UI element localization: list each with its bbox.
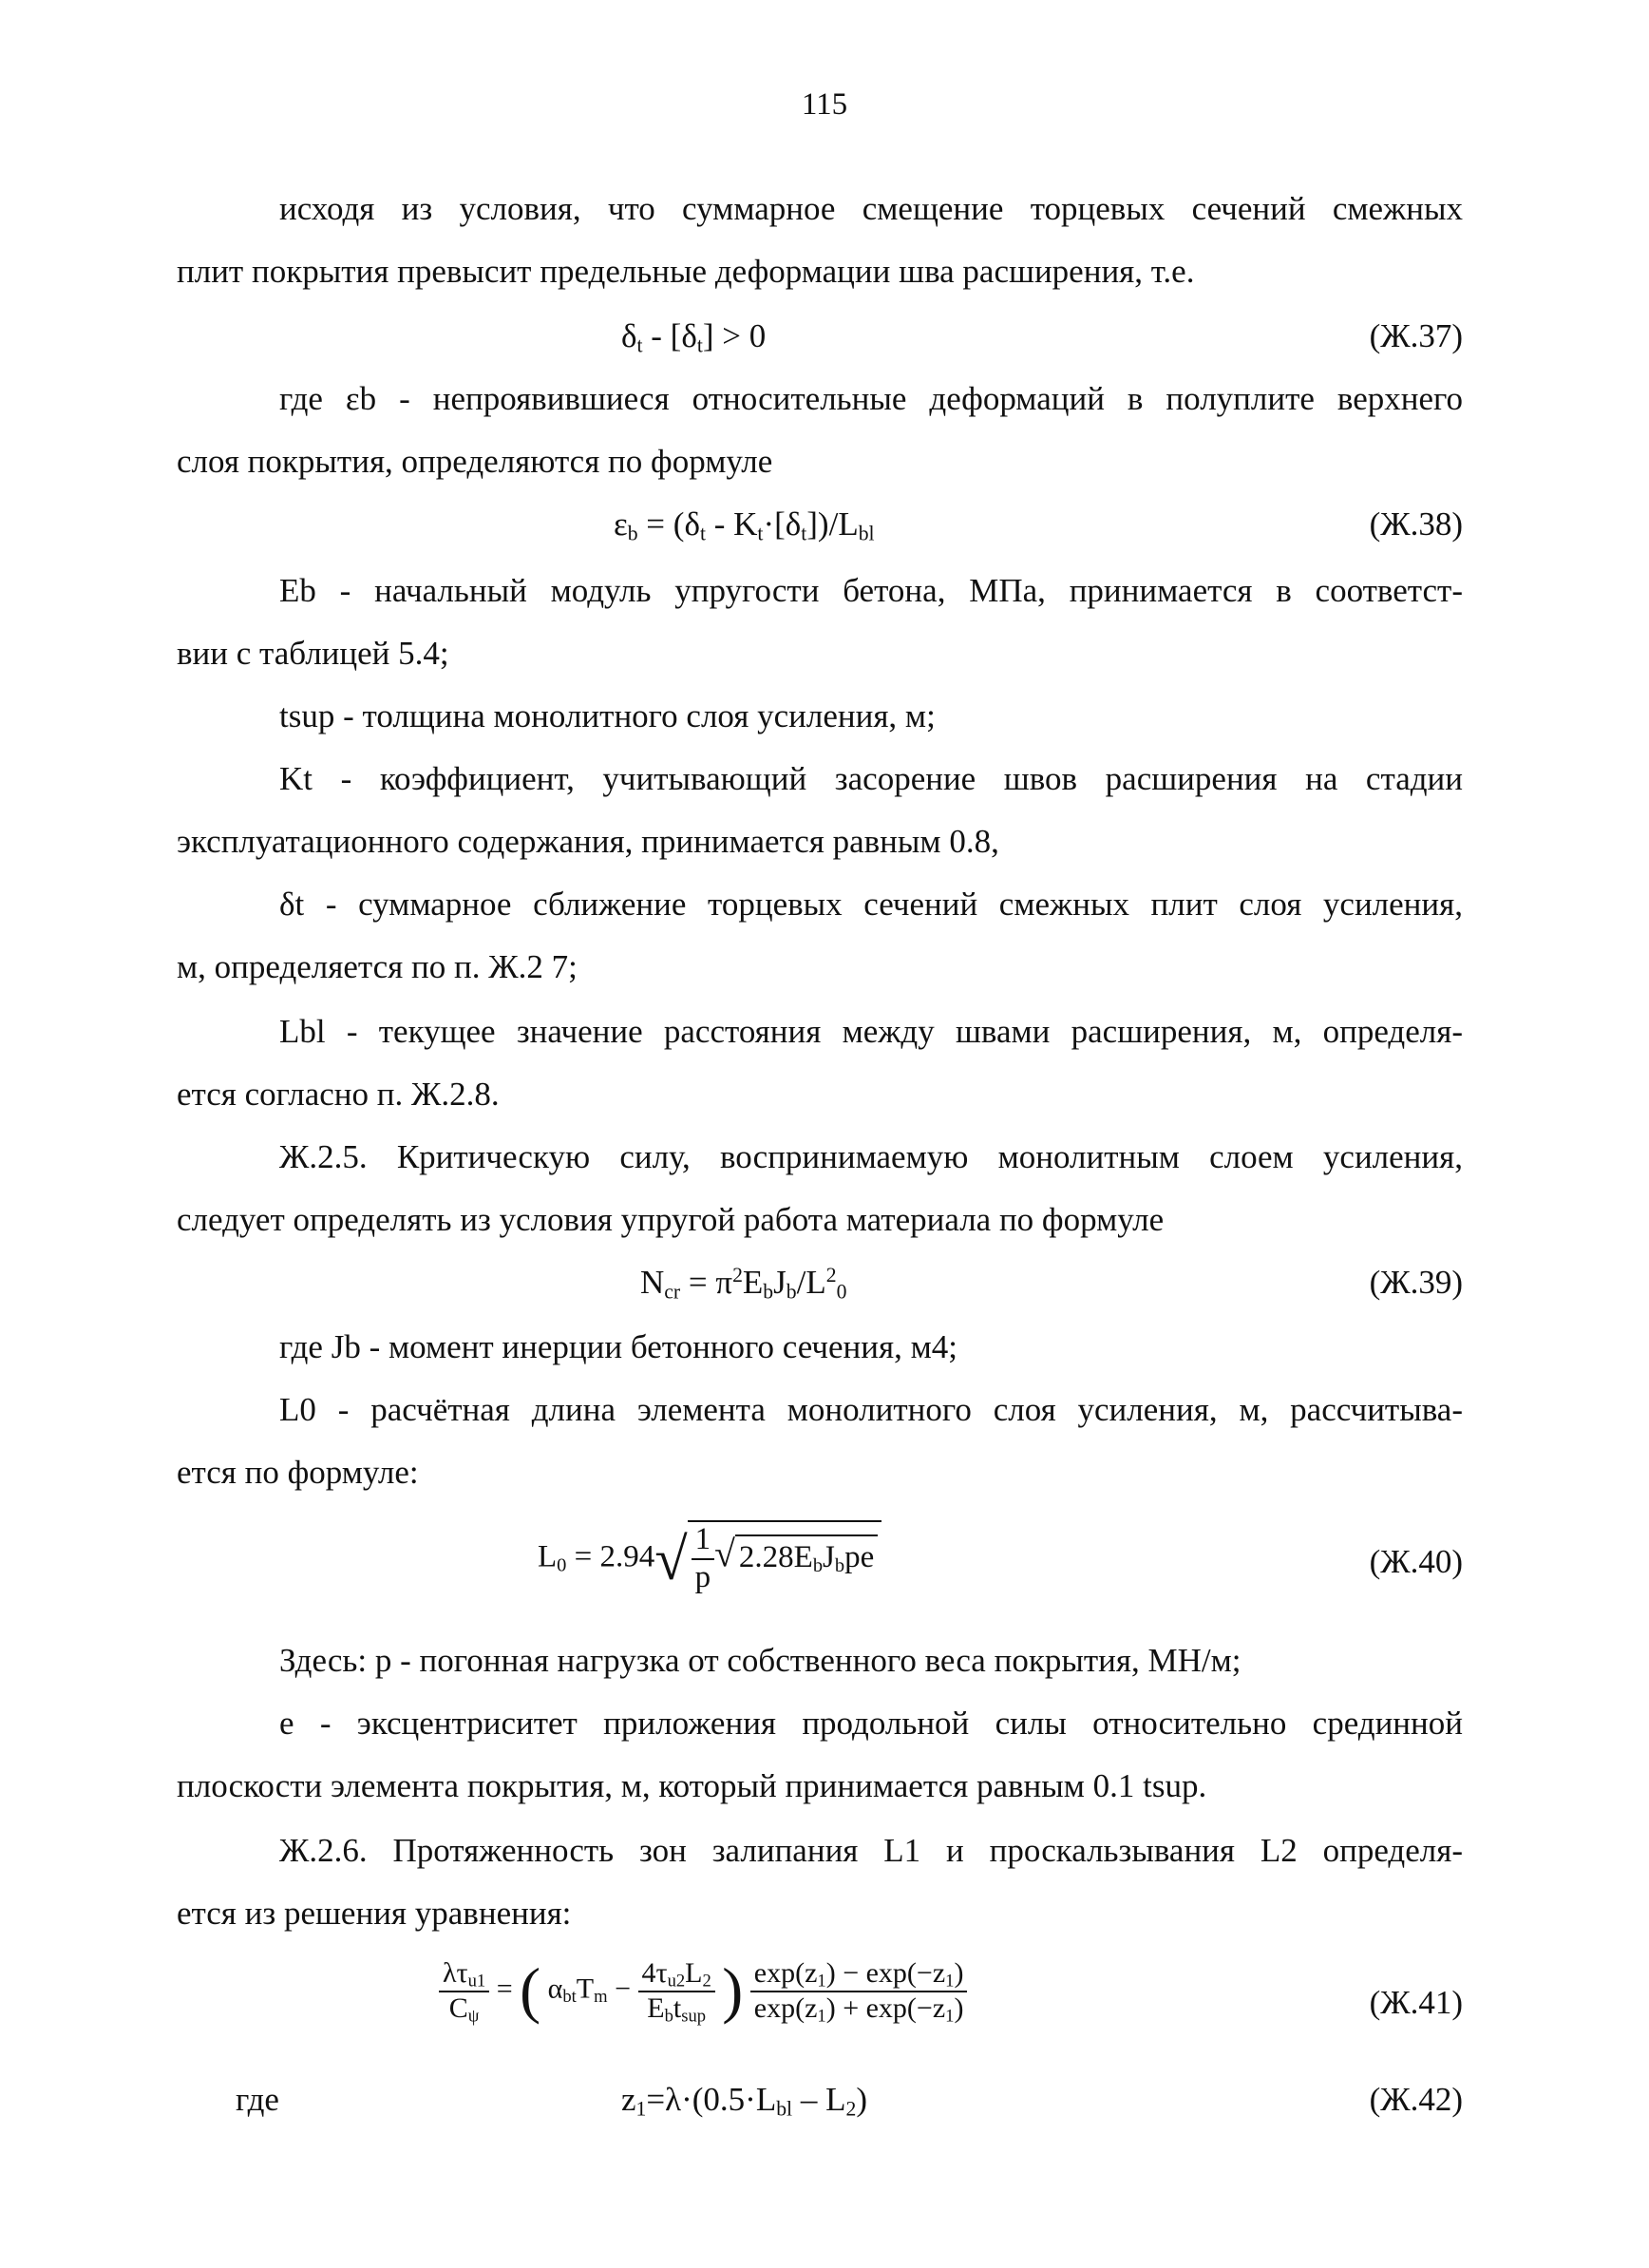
- equation-number: (Ж.42): [1369, 2081, 1463, 2118]
- text-line: Здесь: р - погонная нагрузка от собственного веса покрытия, МН/м;: [279, 1642, 1241, 1679]
- equation-number: (Ж.38): [1369, 505, 1463, 543]
- text-line: ется согласно п. Ж.2.8.: [177, 1076, 500, 1113]
- text-line: исходя из условия, что суммарное смещение торцевых сечений смежных: [279, 190, 1463, 227]
- formula-37: $\delta_t - [\delta_t] > 0$: [621, 317, 767, 357]
- formula-39: $N_{cr} = \pi^2E_bJ_b/L^2_0$: [640, 1264, 847, 1304]
- text-line: где Jb - момент инерции бетонного сечения, м4;: [279, 1328, 957, 1365]
- equation-number: (Ж.40): [1369, 1543, 1463, 1580]
- text-line: плоскости элемента покрытия, м, который принимается равным 0.1 tsup.: [177, 1767, 1207, 1804]
- equation-number: (Ж.37): [1369, 317, 1463, 354]
- text-line: L0 - расчётная длина элемента монолитного слоя усиления, м, рассчитыва-: [279, 1391, 1463, 1428]
- formula-41: $\frac{\lambda\tau_{u1}}{C_\psi}$ = ( $\alpha_{bt}T_m$ − $\frac{4\tau_{u2}L_2}{E_bt_{sup}}$ ) $\frac{\exp(z_1) - \exp(-z_1)}{\exp(z_1) + \exp(-z_1)}$: [439, 1957, 967, 2025]
- text-line: вии с таблицей 5.4;: [177, 635, 449, 672]
- text-line: плит покрытия превысит предельные деформации шва расширения, т.е.: [177, 253, 1195, 290]
- text-line: эксплуатационного содержания, принимается равным 0.8,: [177, 823, 999, 860]
- page-number: 115: [801, 87, 848, 122]
- text-line: δt - суммарное сближение торцевых сечений смежных плит слоя усиления,: [279, 886, 1463, 923]
- text-line: м, определяется по п. Ж.2 7;: [177, 948, 578, 985]
- equation-number: (Ж.39): [1369, 1264, 1463, 1301]
- text-line: Eb - начальный модуль упругости бетона, МПа, принимается в соответст-: [279, 572, 1463, 609]
- text-line: ется из решения уравнения:: [177, 1895, 572, 1932]
- text-line: где εb - непроявившиеся относительные деформаций в полуплите верхнего: [279, 380, 1463, 417]
- equation-number: (Ж.41): [1369, 1984, 1463, 2021]
- text-line: tsup - толщина монолитного слоя усиления, м;: [279, 697, 936, 734]
- text-line: Ж.2.5. Критическую силу, воспринимаемую монолитным слоем усиления,: [279, 1138, 1463, 1175]
- text-line: Kt - коэффициент, учитывающий засорение швов расширения на стадии: [279, 760, 1463, 797]
- text-line: Lbl - текущее значение расстояния между швами расширения, м, определя-: [279, 1013, 1463, 1050]
- formula-42: $z_1=\lambda\cdot(0.5\cdot L_{bl} - L_2)$: [621, 2081, 867, 2121]
- text-line: следует определять из условия упругой работа материала по формуле: [177, 1201, 1165, 1238]
- formula-38: $\varepsilon_b = (\delta_t - K_t\cdot[\delta_t])/L_{bl}$: [614, 505, 875, 545]
- text-line: слоя покрытия, определяются по формуле: [177, 443, 773, 480]
- text-line: где: [236, 2081, 279, 2118]
- formula-40: $L_0 = 2.94√$ $\frac{1}{p}$ √ $2.28E_bJ_bpe$: [538, 1520, 881, 1596]
- text-line: ется по формуле:: [177, 1454, 419, 1491]
- text-line: Ж.2.6. Протяженность зон залипания L1 и проскальзывания L2 определя-: [279, 1832, 1463, 1869]
- text-line: е - эксцентриситет приложения продольной силы относительно срединной: [279, 1705, 1463, 1742]
